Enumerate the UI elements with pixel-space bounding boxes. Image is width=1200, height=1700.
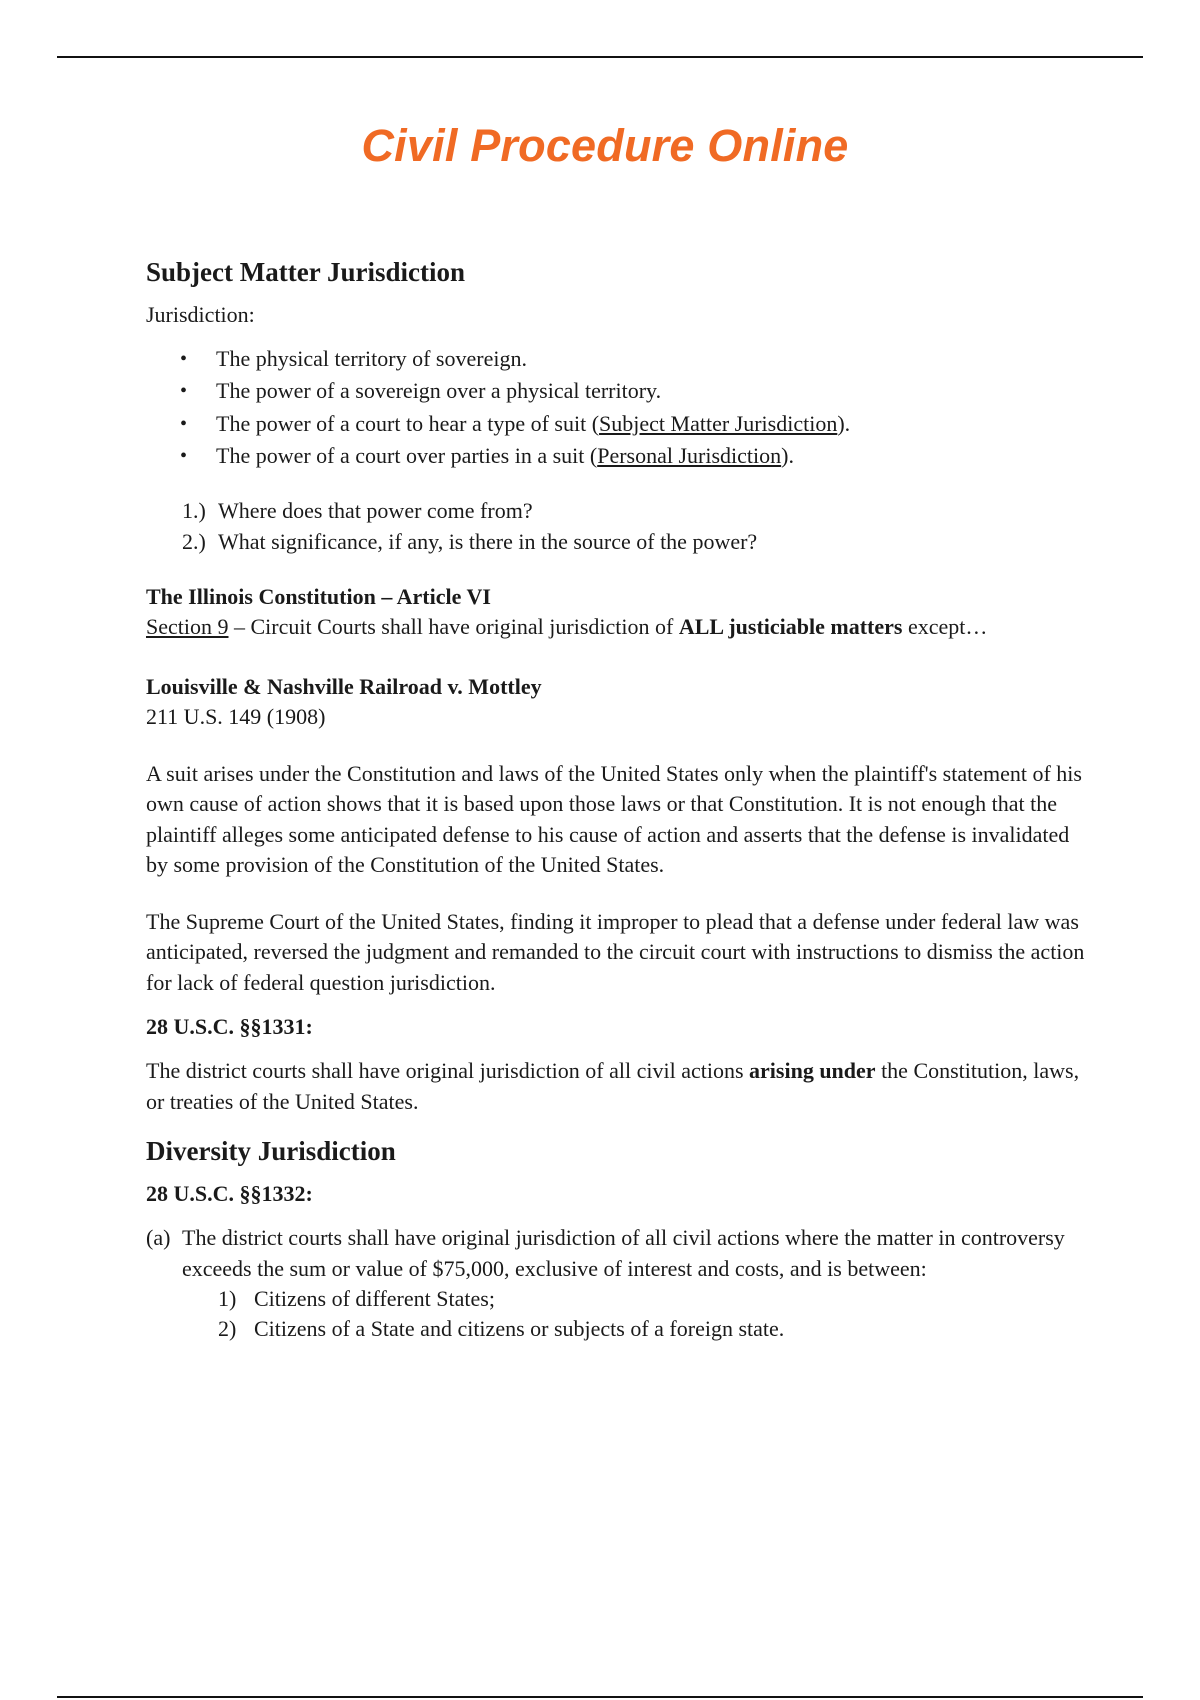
section-9-label: Section 9 bbox=[146, 613, 229, 639]
diversity-items bbox=[146, 1284, 1096, 1344]
list-item: • The power of a court to hear a type of suit (Subject Matter Jurisdiction). bbox=[180, 408, 1096, 441]
bottom-rule bbox=[57, 1696, 1143, 1698]
illinois-section-text: Section 9 – Circuit Courts shall have original jurisdiction of ALL justiciable matters except… bbox=[146, 613, 988, 639]
usc-1332-heading: 28 U.S.C. §§1332: bbox=[146, 1181, 313, 1206]
list-item: • The power of a court over parties in a suit (Personal Jurisdiction). bbox=[180, 440, 1096, 473]
list-item: 1) Citizens of different States; bbox=[218, 1286, 495, 1311]
jurisdiction-bullets bbox=[146, 343, 1096, 473]
list-item: 2.) What significance, if any, is there in the source of the power? bbox=[182, 529, 758, 554]
list-item: 2) Citizens of a State and citizens or subjects of a foreign state. bbox=[218, 1316, 785, 1341]
list-item: 1.) Where does that power come from? bbox=[182, 497, 533, 523]
illinois-heading: The Illinois Constitution – Article VI bbox=[146, 583, 491, 609]
subject-matter-jurisdiction-link[interactable]: Subject Matter Jurisdiction bbox=[599, 410, 838, 436]
list-item: • The power of a sovereign over a physical territory. bbox=[180, 375, 1096, 408]
bullet-icon: • bbox=[180, 445, 188, 467]
mottley-citation: 211 U.S. 149 (1908) bbox=[146, 704, 326, 729]
personal-jurisdiction-link[interactable]: Personal Jurisdiction bbox=[597, 443, 782, 468]
smj-heading: Subject Matter Jurisdiction bbox=[146, 257, 465, 287]
bullet-icon: • bbox=[180, 380, 188, 402]
mottley-paragraph-1: A suit arises under the Constitution and laws of the United States only when the plaintiff's statement of his own cause of action shows that it is based upon those laws or that Constitution. It is not enough that the plaintiff alleges some anticipated defense to his cause of action and asserts that the defense is invalidated by some provision of the Constitution of the United States. bbox=[146, 760, 1082, 877]
mottley-case-name: Louisville & Nashville Railroad v. Mottley bbox=[146, 674, 542, 699]
diversity-heading: Diversity Jurisdiction bbox=[146, 1136, 396, 1166]
bullet-icon: • bbox=[180, 412, 188, 435]
bullet-icon: • bbox=[180, 347, 188, 370]
list-item: • The physical territory of sovereign. bbox=[180, 343, 1096, 376]
usc-1331-text: The district courts shall have original jurisdiction of all civil actions arising under the Constitution, laws, or treaties of the United States. bbox=[146, 1058, 1080, 1114]
document-body bbox=[146, 254, 1096, 1344]
clause-a: (a) The district courts shall have original jurisdiction of all civil actions where the matter in controversy exceeds the sum or value of $75,000, exclusive of interest and costs, and is between: bbox=[146, 1225, 1065, 1281]
top-rule bbox=[57, 56, 1143, 58]
questions-list bbox=[146, 495, 1096, 558]
usc-1331-heading: 28 U.S.C. §§1331: bbox=[146, 1014, 313, 1039]
mottley-paragraph-2: The Supreme Court of the United States, finding it improper to plead that a defense under federal law was anticipated, reversed the judgment and remanded to the circuit court with instructions to dismiss the action for lack of federal question jurisdiction. bbox=[146, 908, 1085, 995]
document-title: Civil Procedure Online bbox=[361, 120, 849, 171]
jurisdiction-intro: Jurisdiction: bbox=[146, 302, 255, 327]
